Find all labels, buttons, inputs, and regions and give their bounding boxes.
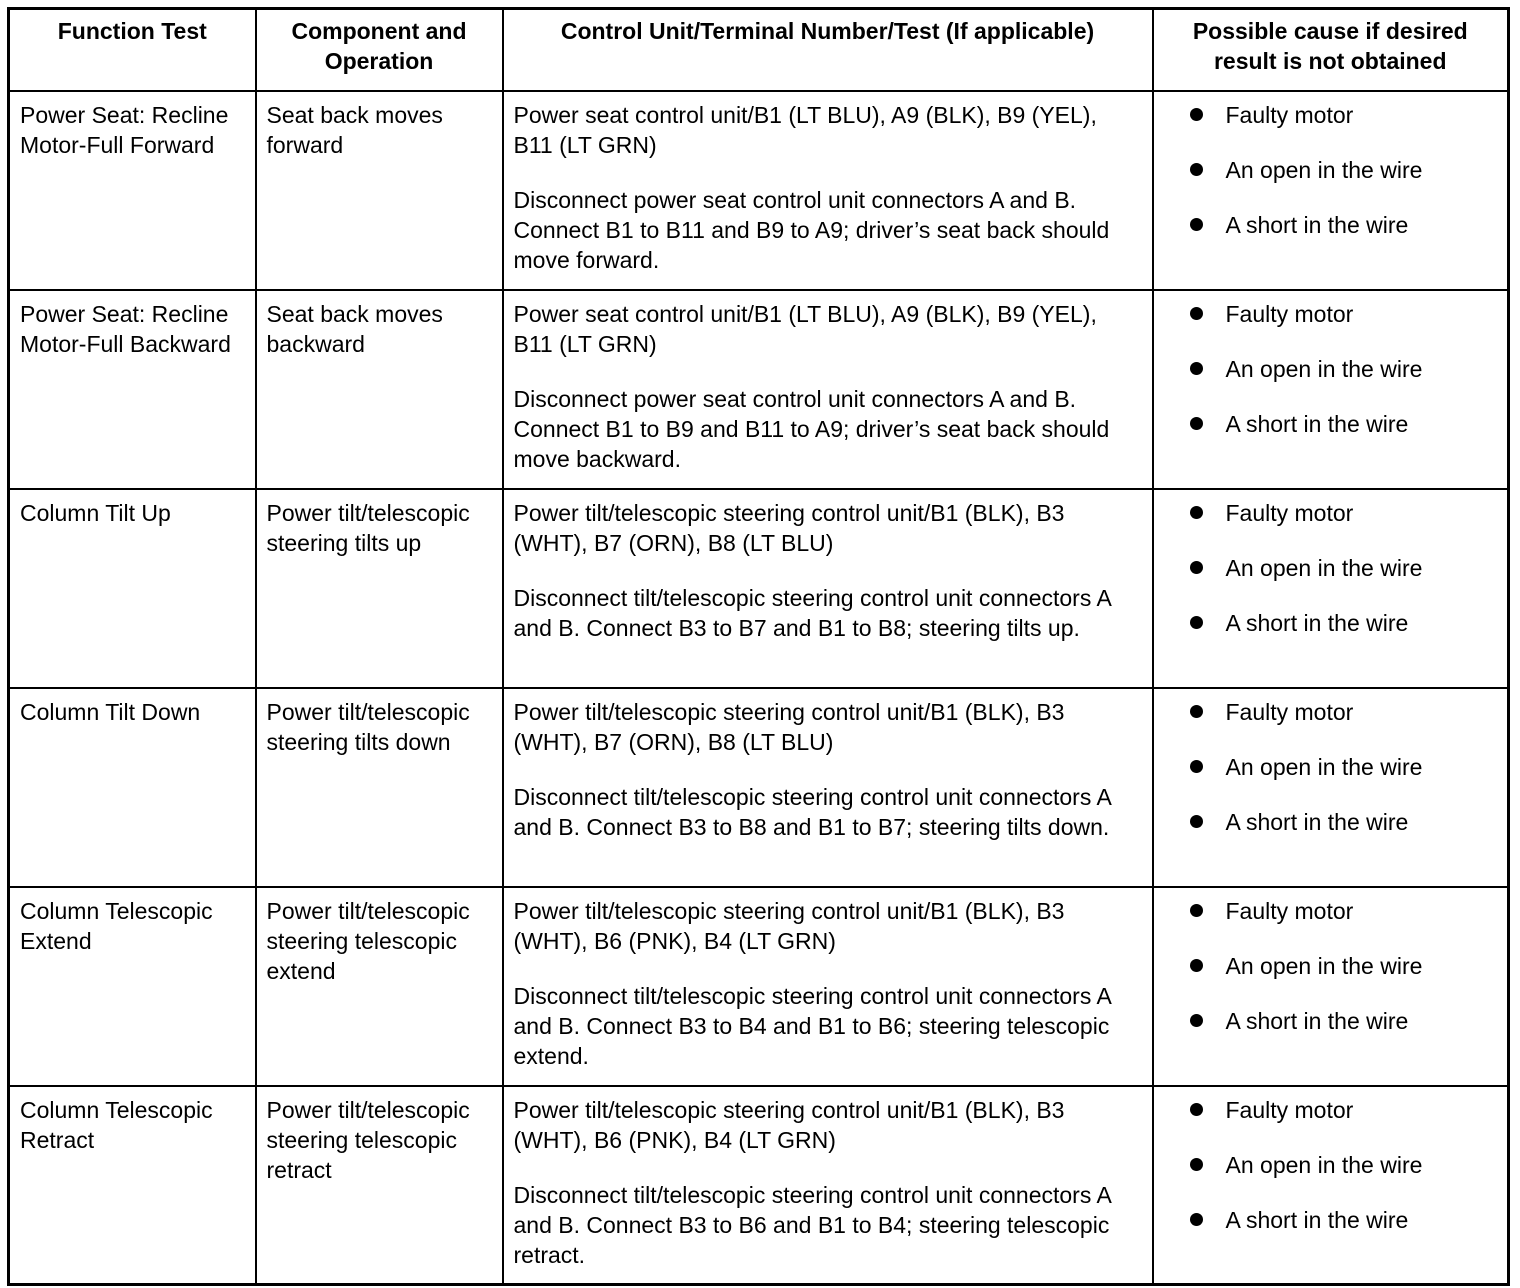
cause-item — [1190, 752, 1498, 782]
table-row — [9, 290, 1509, 489]
cause-list — [1164, 498, 1498, 638]
cause-text: A short in the wire — [1225, 609, 1409, 636]
bullet-icon — [1190, 1158, 1203, 1171]
cause-text: Faulty motor — [1225, 499, 1354, 526]
bullet-icon — [1190, 760, 1203, 773]
cause-item — [1190, 210, 1498, 240]
bullet-icon — [1190, 616, 1203, 629]
control-terminals: Power tilt/telescopic steering control unit/B1 (BLK), B3 (WHT), B7 (ORN), B8 (LT BLU) — [513, 499, 1065, 556]
control-test-procedure: Disconnect tilt/telescopic steering control unit connectors A and B. Connect B3 to B8 and B1 to B7; steering tilts down. — [513, 783, 1111, 840]
cause-item — [1190, 354, 1498, 384]
control-terminals: Power seat control unit/B1 (LT BLU), A9 (BLK), B9 (YEL), B11 (LT GRN) — [513, 101, 1097, 158]
cause-text: A short in the wire — [1225, 808, 1409, 835]
cause-cell — [1153, 489, 1509, 688]
cause-text: An open in the wire — [1225, 554, 1423, 581]
control-terminals: Power seat control unit/B1 (LT BLU), A9 (BLK), B9 (YEL), B11 (LT GRN) — [513, 300, 1097, 357]
cause-cell — [1153, 887, 1509, 1086]
cause-list — [1164, 697, 1498, 837]
cause-item — [1190, 1006, 1498, 1036]
bullet-icon — [1190, 163, 1203, 176]
bullet-icon — [1190, 108, 1203, 121]
cause-text: A short in the wire — [1225, 410, 1409, 437]
control-cell — [503, 91, 1153, 290]
control-test-procedure: Disconnect tilt/telescopic steering control unit connectors A and B. Connect B3 to B7 and B1 to B8; steering tilts up. — [513, 584, 1111, 641]
cause-item — [1190, 553, 1498, 583]
function-test-table — [7, 7, 1510, 1286]
cause-item — [1190, 807, 1498, 837]
control-cell — [503, 1086, 1153, 1285]
cause-item — [1190, 896, 1498, 926]
table-row — [9, 489, 1509, 688]
cause-item — [1190, 409, 1498, 439]
cause-text: An open in the wire — [1225, 753, 1423, 780]
cause-item — [1190, 608, 1498, 638]
control-terminals: Power tilt/telescopic steering control unit/B1 (BLK), B3 (WHT), B6 (PNK), B4 (LT GRN) — [513, 1096, 1065, 1153]
cause-list — [1164, 100, 1498, 240]
component-cell: Power tilt/telescopic steering tilts up — [256, 489, 503, 688]
cause-text: An open in the wire — [1225, 1151, 1423, 1178]
cause-text: An open in the wire — [1225, 952, 1423, 979]
cause-item — [1190, 155, 1498, 185]
bullet-icon — [1190, 904, 1203, 917]
cause-text: A short in the wire — [1225, 1206, 1409, 1233]
bullet-icon — [1190, 705, 1203, 718]
cause-text: Faulty motor — [1225, 1096, 1354, 1123]
header-row — [9, 9, 1509, 91]
function-test-cell: Column Telescopic Retract — [9, 1086, 256, 1285]
header-cause: Possible cause if desired result is not obtained — [1153, 9, 1509, 91]
bullet-icon — [1190, 959, 1203, 972]
component-cell: Power tilt/telescopic steering telescopic retract — [256, 1086, 503, 1285]
cause-text: A short in the wire — [1225, 211, 1409, 238]
bullet-icon — [1190, 417, 1203, 430]
control-cell — [503, 290, 1153, 489]
table-row — [9, 887, 1509, 1086]
bullet-icon — [1190, 218, 1203, 231]
function-test-cell: Column Tilt Up — [9, 489, 256, 688]
cause-item — [1190, 697, 1498, 727]
cause-item — [1190, 1205, 1498, 1235]
control-test-procedure: Disconnect tilt/telescopic steering control unit connectors A and B. Connect B3 to B4 and B1 to B6; steering telescopic extend. — [513, 982, 1111, 1069]
cause-text: A short in the wire — [1225, 1007, 1409, 1034]
function-test-cell: Power Seat: Recline Motor-Full Backward — [9, 290, 256, 489]
control-test-procedure: Disconnect power seat control unit connectors A and B. Connect B1 to B9 and B11 to A9; driver’s seat back should move backward. — [513, 385, 1110, 472]
bullet-icon — [1190, 307, 1203, 320]
function-test-cell: Column Tilt Down — [9, 688, 256, 887]
cause-list — [1164, 1095, 1498, 1235]
component-cell: Power tilt/telescopic steering tilts down — [256, 688, 503, 887]
cause-item — [1190, 299, 1498, 329]
cause-item — [1190, 951, 1498, 981]
table-row — [9, 91, 1509, 290]
bullet-icon — [1190, 1014, 1203, 1027]
control-test-procedure: Disconnect tilt/telescopic steering control unit connectors A and B. Connect B3 to B6 and B1 to B4; steering telescopic retract. — [513, 1181, 1111, 1268]
component-cell: Seat back moves backward — [256, 290, 503, 489]
cause-cell — [1153, 290, 1509, 489]
table-row — [9, 1086, 1509, 1285]
bullet-icon — [1190, 815, 1203, 828]
bullet-icon — [1190, 1103, 1203, 1116]
table-body — [9, 91, 1509, 1285]
cause-item — [1190, 100, 1498, 130]
header-component: Component and Operation — [256, 9, 503, 91]
header-control: Control Unit/Terminal Number/Test (If applicable) — [503, 9, 1153, 91]
cause-text: Faulty motor — [1225, 101, 1354, 128]
cause-text: An open in the wire — [1225, 355, 1423, 382]
cause-text: Faulty motor — [1225, 300, 1354, 327]
bullet-icon — [1190, 561, 1203, 574]
bullet-icon — [1190, 1213, 1203, 1226]
header-function-test: Function Test — [9, 9, 256, 91]
cause-cell — [1153, 688, 1509, 887]
cause-item — [1190, 498, 1498, 528]
bullet-icon — [1190, 506, 1203, 519]
control-terminals: Power tilt/telescopic steering control unit/B1 (BLK), B3 (WHT), B7 (ORN), B8 (LT BLU) — [513, 698, 1065, 755]
cause-item — [1190, 1150, 1498, 1180]
cause-text: An open in the wire — [1225, 156, 1423, 183]
component-cell: Power tilt/telescopic steering telescopic extend — [256, 887, 503, 1086]
cause-text: Faulty motor — [1225, 897, 1354, 924]
function-test-cell: Column Telescopic Extend — [9, 887, 256, 1086]
control-terminals: Power tilt/telescopic steering control unit/B1 (BLK), B3 (WHT), B6 (PNK), B4 (LT GRN) — [513, 897, 1065, 954]
cause-cell — [1153, 91, 1509, 290]
bullet-icon — [1190, 362, 1203, 375]
cause-list — [1164, 896, 1498, 1036]
control-cell — [503, 887, 1153, 1086]
component-cell: Seat back moves forward — [256, 91, 503, 290]
function-test-cell: Power Seat: Recline Motor-Full Forward — [9, 91, 256, 290]
control-cell — [503, 489, 1153, 688]
cause-cell — [1153, 1086, 1509, 1285]
cause-list — [1164, 299, 1498, 439]
cause-item — [1190, 1095, 1498, 1125]
control-cell — [503, 688, 1153, 887]
control-test-procedure: Disconnect power seat control unit connectors A and B. Connect B1 to B11 and B9 to A9; driver’s seat back should move forward. — [513, 186, 1110, 273]
table-row — [9, 688, 1509, 887]
cause-text: Faulty motor — [1225, 698, 1354, 725]
